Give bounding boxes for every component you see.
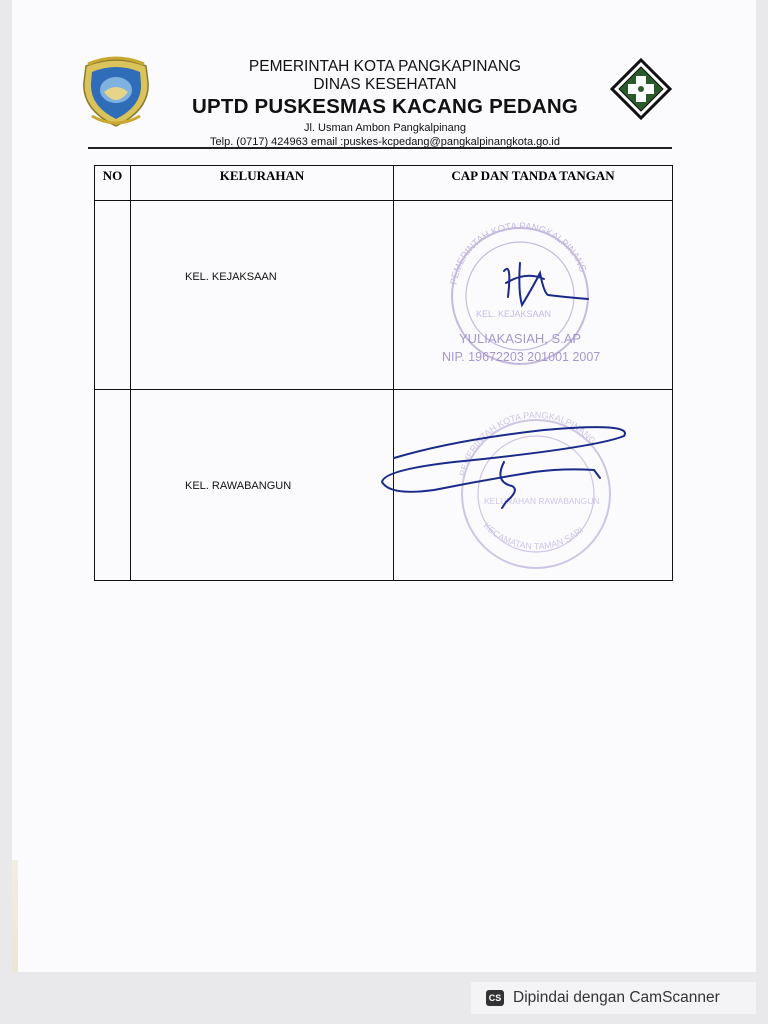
letterhead (160, 58, 610, 150)
stamp-ring-text: PEMERINTAH KOTA PANGKALPINANG (457, 409, 598, 478)
table-header-row (95, 166, 673, 201)
stamp-signature-cell (394, 390, 673, 581)
stamp-ring-text: PEMERINTAH KOTA PANGKALPINANG (448, 220, 589, 286)
letterhead-divider (88, 147, 672, 149)
camscanner-text: Dipindai dengan CamScanner (513, 989, 720, 1006)
stamp-and-signature (394, 390, 673, 580)
address-line: Jl. Usman Ambon Pangkalpinang (303, 122, 467, 134)
contact-line: Telp. (0717) 424963 email :puskes-kcpedang@pangkalpinangkota.go.id (210, 136, 560, 148)
attendance-table (94, 165, 673, 581)
camscanner-watermark (471, 982, 756, 1014)
svg-text:KECAMATAN TAMAN SARI (482, 521, 586, 552)
health-cross-icon (610, 58, 672, 120)
institution-name: UPTD PUSKESMAS KACANG PEDANG (191, 95, 579, 118)
signature-mark (504, 263, 588, 305)
department-name: DINAS KESEHATAN (313, 76, 457, 93)
header-cap-tanda-tangan: CAP DAN TANDA TANGAN (394, 166, 673, 201)
row-number-cell (95, 201, 131, 390)
signer-nip: NIP. 19672203 201001 2007 (442, 350, 601, 364)
stamp-center-text: KEL. KEJAKSAAN (476, 309, 552, 319)
kelurahan-cell (131, 390, 394, 581)
kelurahan-name: KEL. RAWABANGUN (185, 480, 292, 492)
kelurahan-name: KEL. KEJAKSAAN (185, 271, 277, 283)
header-kelurahan: KELURAHAN (131, 166, 394, 201)
kelurahan-cell (131, 201, 394, 390)
stamp-center-text: KELURAHAN RAWABANGUN (484, 496, 600, 506)
svg-text:PEMERINTAH KOTA PANGKALPINANG (457, 410, 598, 477)
government-name: PEMERINTAH KOTA PANGKAPINANG (248, 58, 522, 75)
table-row (95, 201, 673, 390)
stamp-signature-cell (394, 201, 673, 390)
signer-name: YULIAKASIAH, S.AP (459, 331, 582, 346)
table-row (95, 390, 673, 581)
camscanner-logo-icon: CS (486, 990, 504, 1006)
stamp-and-signature (394, 201, 673, 389)
stamp-bottom-text: KECAMATAN TAMAN SARI (481, 520, 586, 552)
row-number-cell (95, 390, 131, 581)
official-stamp-icon (457, 410, 610, 568)
city-emblem-icon (78, 52, 154, 130)
header-no: NO (95, 166, 131, 201)
